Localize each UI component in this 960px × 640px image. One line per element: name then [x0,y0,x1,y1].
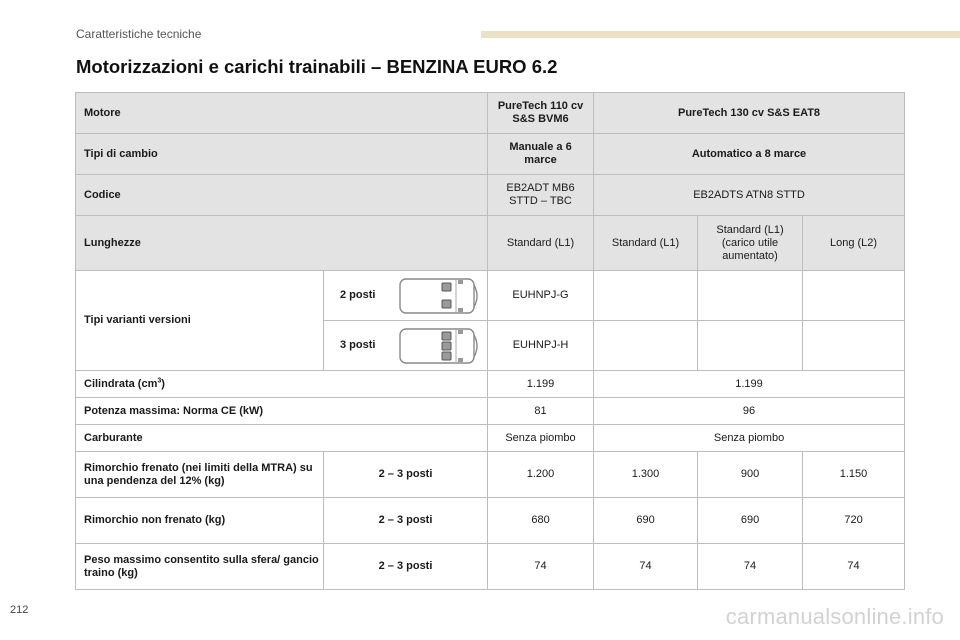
value-cell: 680 [488,498,594,544]
value-cell: 74 [594,544,698,590]
variant-posti-cell [324,321,488,371]
length-cell: Standard (L1) [488,216,594,271]
row-cambio [76,134,905,175]
engine2-code: EB2ADTS ATN8 STTD [594,175,905,216]
label-cambio: Tipi di cambio [76,134,488,175]
watermark: carmanualsonline.info [725,604,944,629]
value-cell: 1.200 [488,452,594,498]
engine1-gearbox: Manuale a 6 marce [488,134,594,175]
variant-code: EUHNPJ-G [488,271,594,321]
row-potenza [76,398,905,425]
empty-cell [803,321,905,371]
section-label: Caratteristiche tecniche [76,27,202,41]
row-peso-sfera [76,544,905,590]
value-cell: 1.300 [594,452,698,498]
variant-code: EUHNPJ-H [488,321,594,371]
value-cell: 690 [698,498,803,544]
empty-cell [698,271,803,321]
engine1-carburante: Senza piombo [488,425,594,452]
value-cell: 1.150 [803,452,905,498]
row-rimorchio-frenato [76,452,905,498]
row-rimorchio-non-frenato [76,498,905,544]
engine2-potenza: 96 [594,398,905,425]
value-cell: 74 [488,544,594,590]
value-cell: 900 [698,452,803,498]
variant-posti-cell [324,271,488,321]
engine2-carburante: Senza piombo [594,425,905,452]
empty-cell [594,271,698,321]
posti-cell: 2 – 3 posti [324,544,488,590]
row-cilindrata [76,371,905,398]
engine1-code: EB2ADT MB6 STTD – TBC [488,175,594,216]
value-cell: 690 [594,498,698,544]
label-cilindrata: Cilindrata $(cm^3)$ [76,371,488,398]
empty-cell [698,321,803,371]
label-varianti: Tipi varianti versioni [76,271,324,371]
label-lunghezze: Lunghezze [76,216,488,271]
row-lunghezze [76,216,905,271]
posti-cell: 2 – 3 posti [324,452,488,498]
empty-cell [594,321,698,371]
value-cell: 720 [803,498,905,544]
empty-cell [803,271,905,321]
page-title: Motorizzazioni e carichi trainabili – BENZINA EURO 6.2 [76,56,558,77]
label-peso-sfera: Peso massimo consentito sulla sfera/ gancio traino (kg) [76,544,324,590]
engine2-cilindrata: 1.199 [594,371,905,398]
engine1-cilindrata: 1.199 [488,371,594,398]
label-motore: Motore [76,93,488,134]
page-number: 212 [10,604,29,616]
row-codice [76,175,905,216]
header-accent-bar [481,31,960,38]
row-motore [76,93,905,134]
row-variant-2-posti [76,271,905,321]
value-cell: 74 [698,544,803,590]
label-potenza: Potenza massima: Norma CE (kW) [76,398,488,425]
value-cell: 74 [803,544,905,590]
length-cell: Long (L2) [803,216,905,271]
variant-posti-label: 2 posti [340,289,376,301]
engine1-potenza: 81 [488,398,594,425]
label-rimorchio-non-frenato: Rimorchio non frenato (kg) [76,498,324,544]
label-carburante: Carburante [76,425,488,452]
engine2-name: PureTech 130 cv S&S EAT8 [594,93,905,134]
variant-posti-label: 3 posti [340,339,376,351]
engine-spec-table [75,92,905,590]
length-cell: Standard (L1) [594,216,698,271]
engine1-name: PureTech 110 cv S&S BVM6 [488,93,594,134]
label-codice: Codice [76,175,488,216]
engine2-gearbox: Automatico a 8 marce [594,134,905,175]
label-rimorchio-frenato: Rimorchio frenato (nei limiti della MTRA) su una pendenza del 12% (kg) [76,452,324,498]
van-3-seats-icon [398,327,482,365]
posti-cell: 2 – 3 posti [324,498,488,544]
van-2-seats-icon [398,277,482,315]
row-carburante [76,425,905,452]
length-cell: Standard (L1) (carico utile aumentato) [698,216,803,271]
